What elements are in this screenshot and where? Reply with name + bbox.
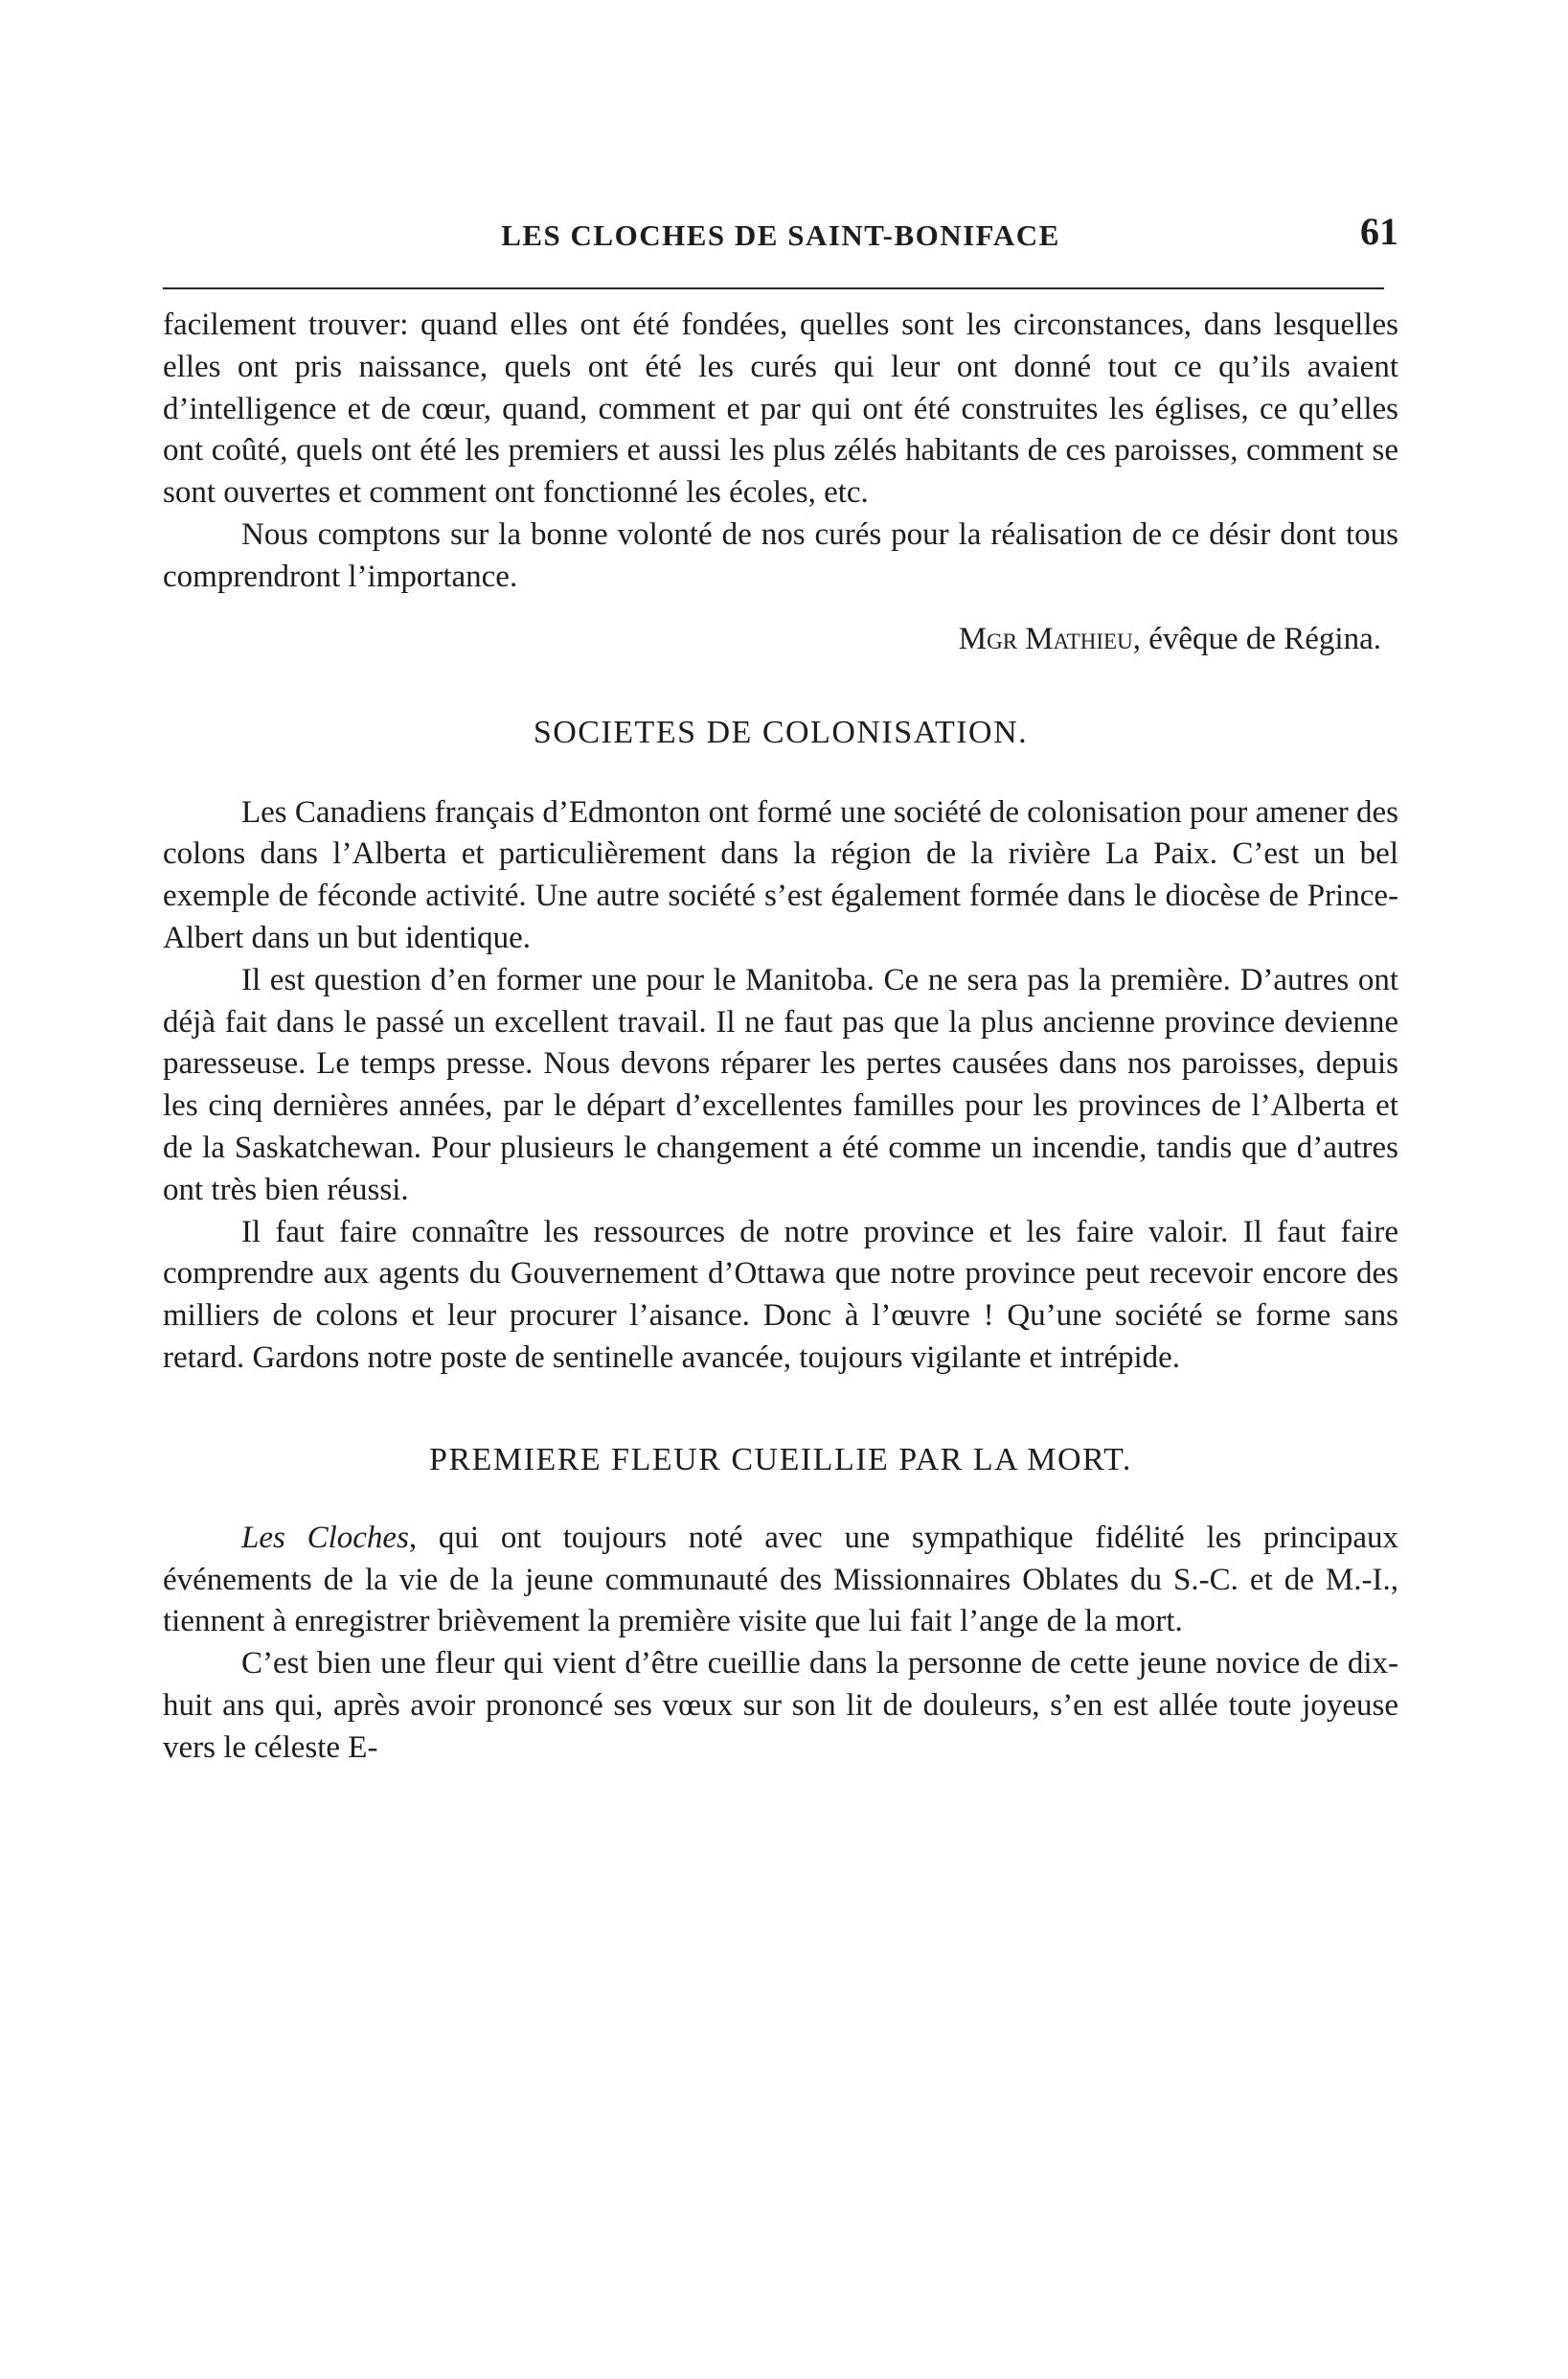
paragraph-text: , qui ont toujours noté avec une sympathique fidélité les principaux événements de la vie de la jeune communauté des Missionnaires Oblates du S.-C. et de M.-I., tiennent à enregistrer brièvement la première visite que lui fait l’ange de la mort. xyxy=(163,1520,1398,1639)
section-title-premiere-fleur: PREMIERE FLEUR CUEILLIE PAR LA MORT. xyxy=(429,1441,1132,1477)
document-page xyxy=(163,0,1398,2379)
signature-name: Mgr Mathieu xyxy=(958,621,1133,656)
paragraph-continuation: facilement trouver: quand elles ont été fondées, quelles sont les circonstances, dans lesquelles elles ont pris naissance, quels ont été les curés qui leur ont donné tout ce qu’ils avaient d’intelligence et de cœur, quand, comment et par qui ont été construites les églises, ce qu’elles ont coûté, quels ont été les premiers et aussi les plus zélés habitants de ces paroisses, comment se sont ouvertes et comment ont fonctionné les écoles, etc. xyxy=(163,308,1398,511)
signature-title: , évêque de Régina. xyxy=(1132,621,1381,656)
running-head xyxy=(163,209,1398,266)
running-title: LES CLOCHES DE SAINT-BONIFACE xyxy=(501,218,1060,252)
signature xyxy=(163,618,1381,660)
header-rule xyxy=(163,287,1384,289)
paragraph: Nous comptons sur la bonne volonté de nos curés pour la réalisation de ce désir dont tous comprendront l’importance. xyxy=(163,516,1398,594)
publication-title: Les Cloches xyxy=(241,1520,409,1555)
paragraph: C’est bien une fleur qui vient d’être cueillie dans la personne de cette jeune novice de dix-huit ans qui, après avoir prononcé ses vœux sur son lit de douleurs, s’en est allée toute joyeuse vers le céleste E- xyxy=(163,1646,1398,1765)
section-title-colonisation: SOCIETES DE COLONISATION. xyxy=(533,714,1029,750)
page-number: 61 xyxy=(1360,210,1398,253)
paragraph: Les Canadiens français d’Edmonton ont formé une société de colonisation pour amener des colons dans l’Alberta et particulièrement dans la région de la rivière La Paix. C’est un bel exemple de féconde activité. Une autre société s’est également formée dans le diocèse de Prince-Albert dans un but identique. xyxy=(163,794,1398,955)
page-body xyxy=(163,305,1398,1770)
paragraph: Il faut faire connaître les ressources de notre province et les faire valoir. Il faut faire comprendre aux agents du Gouvernement d’Ottawa que notre province peut recevoir encore des milliers de colons et leur procurer l’aisance. Donc à l’œuvre ! Qu’une société se forme sans retard. Gardons notre poste de sentinelle avancée, toujours vigilante et intrépide. xyxy=(163,1214,1398,1375)
paragraph xyxy=(163,1518,1398,1643)
paragraph: Il est question d’en former une pour le Manitoba. Ce ne sera pas la première. D’autres ont déjà fait dans le passé un excellent travail. Il ne faut pas que la plus ancienne province devienne paresseuse. Le temps presse. Nous devons réparer les pertes causées dans nos paroisses, depuis les cinq dernières années, par le départ d’excellentes familles pour les provinces de l’Alberta et de la Saskatchewan. Pour plusieurs le changement a été comme un incendie, tandis que d’autres ont très bien réussi. xyxy=(163,962,1398,1207)
